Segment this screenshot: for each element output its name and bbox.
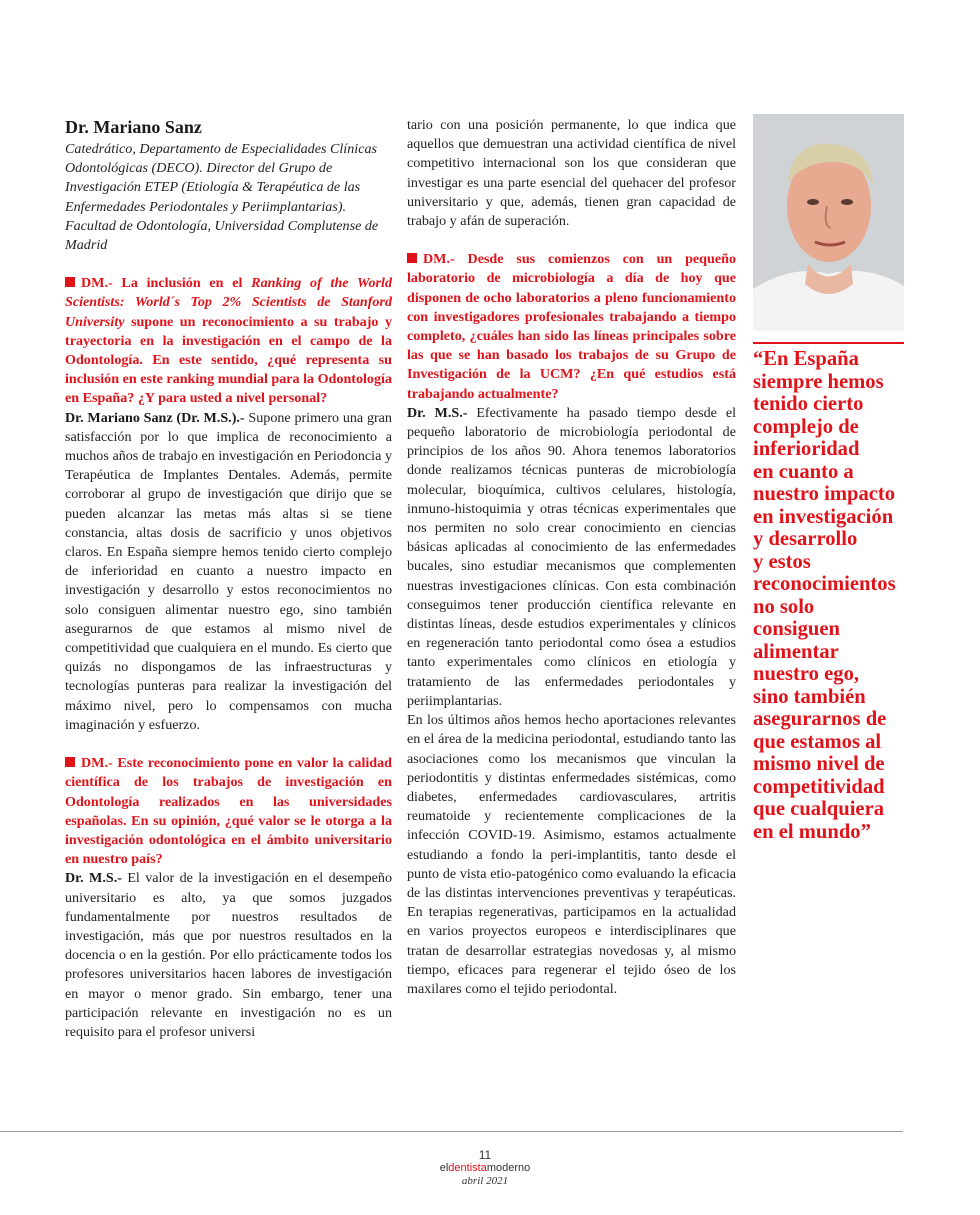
portrait-illustration — [753, 114, 904, 331]
author-name: Dr. Mariano Sanz — [65, 117, 202, 137]
footer-rule — [0, 1131, 903, 1132]
square-bullet-icon — [65, 757, 75, 767]
article-column-left — [65, 116, 392, 1042]
question-2: DM.- Este reconocimiento pone en valor la calidad científica de los trabajos de investigación en Odontología realizados en las universidades españolas. En su opinión, ¿qué valor se le otorga a la investigación odontológica en el ámbito universitario en nuestro país? — [65, 755, 392, 868]
ranking-name: Ranking of the World Scientists: World´s Top 2% Scientists de Stanford University — [65, 275, 393, 330]
page-number: 11 — [478, 1148, 492, 1162]
question-3: DM.- Desde sus comienzos con un pequeño laboratorio de microbiología a día de hoy que disponen de ocho laboratorios a pleno funcionamiento con investigadores profesionales trabajando a tiempo completo, ¿cuáles han sido las líneas principales sobre las que se han basado los trabajos de su Grupo de Investigación de la UCM? ¿En qué estudios está trabajando actualmente? — [407, 251, 736, 402]
pull-quote: “En España siempre hemos tenido cierto complejo de inferioridad en cuanto a nuestro impacto en investigación y desarrollo y estos reconocimientos no solo consiguen alimentar nuestro ego, sino también asegurarnos de que estamos al mismo nivel de competitividad que cualquiera en el mundo” — [753, 348, 896, 843]
answer-2-continued: tario con una posición permanente, lo que indica que aquellos que demuestran una actividad científica de nivel competitivo internacional son los que consideran que investigar es una parte esencial del quehacer del profesor universitario y que, además, tienen gran capacidad de trabajo y afán de superación. — [407, 117, 736, 230]
issue-date: abril 2021 — [461, 1175, 509, 1187]
speaker-label: Dr. M.S.- — [407, 404, 468, 421]
speaker-label: Dr. M.S.- — [65, 870, 122, 887]
author-bio: Catedrático, Departamento de Especialidades Clínicas Odontológicas (DECO). Director del Grupo de Investigación ETEP (Etiología & Terapéutica de las Enfermedades Periodontales y Periimplantarias). Facultad de Odontología, Universidad Complutense de Madrid — [65, 141, 379, 254]
answer-2: Dr. M.S.- El valor de la investigación en el desempeño universitario es alto, ya que somos juzgados fundamentalmente por nuestros resultados de investigación, más que por nuestros resultados en la docencia o en la gestión. Por ello prácticamente todos los profesores universitarios hacen labores de investigación en mayor o menor grado. Sin embargo, tener una participación relevante en investigación no es un requisito para el profesor universi — [65, 870, 392, 1040]
speaker-label: Dr. Mariano Sanz (Dr. M.S.).- — [65, 409, 245, 426]
question-1: DM.- La inclusión en el Ranking of the World Scientists: World´s Top 2% Scientists de Stanford University supone un reconocimiento a su trabajo y trayectoria en la investigación en el campo de la Odontología. En este sentido, ¿qué representa su inclusión en este ranking mundial para la Odontología en España? ¿Y para usted a nivel personal? — [65, 275, 393, 407]
magazine-logo: eldentistamoderno — [439, 1162, 531, 1174]
pullquote-rule — [753, 342, 904, 344]
answer-3-paragraph-2: En los últimos años hemos hecho aportaciones relevantes en el área de la medicina periodontal, estudiando tanto las asociaciones como los mecanismos que vinculan la periodontitis y distintas enfermedades sistémicas, como diabetes, enfermedades cardiovasculares, artritis reumatoide y recientemente complicaciones de la infección COVID-19. Asimismo, estamos actualmente estudiando a fondo la peri-implantitis, tanto desde el punto de vista etio-patogénico como evaluando la eficacia de las distintas intervenciones preventivas y terapéuticas. En terapias regenerativas, participamos en la actualidad en varios proyectos europeos e interdisciplinares que tratan de desarrollar estrategias novedosas y, al mismo tiempo, eficaces para regenerar el tejido óseo de los maxilares como el tejido periodontal. — [407, 712, 736, 997]
answer-1: Dr. Mariano Sanz (Dr. M.S.).- Supone primero una gran satisfacción por lo que implica de reconocimiento a muchos años de trabajo en investigación en Periodoncia y Terapéutica de Implantes Dentales. Además, permite corroborar al grupo de investigación que dirijo que se pueden alcanzar las metas más altas si se tiene constancia, altas dosis de sacrificio y unos objetivos claros. En España siempre hemos tenido cierto complejo de inferioridad en cuanto a nuestro impacto en investigación y desarrollo y estos reconocimientos no solo consiguen alimentar nuestro ego, sino también asegurarnos de que estamos al mismo nivel de competitividad que cualquiera en el mundo. Es cierto que quizás no dispongamos de las infraestructuras y tecnologías punteras para realizar la investigación del máximo nivel, pero lo compensamos con mucha imaginación y esfuerzo. — [65, 409, 392, 733]
article-column-middle — [407, 116, 736, 999]
answer-3: Dr. M.S.- Efectivamente ha pasado tiempo desde el pequeño laboratorio de microbiología periodontal de principios de los años 90. Ahora tenemos laboratorios donde realizamos técnicas punteras de microbiología molecular, bioquímica, cultivos celulares, histología, inmuno-histoquimia y otras técnicas experimentales que nos permiten no solo crear conocimiento en ciencias básicas aplicadas al conocimiento de las enfermedades bucales, sino estudiar mecanismos que complementen nuestras investigaciones clínicas. Con esta combinación conseguimos tener producción científica relevante en distintas líneas, desde estudios experimentales y clínicos en regeneración tanto periodontal como ósea a estudios tanto experimentales como clínicos en etiología y tratamiento de las enfermedades periodontales y periimplantarias. — [407, 404, 736, 709]
square-bullet-icon — [407, 253, 417, 263]
square-bullet-icon — [65, 277, 75, 287]
author-portrait — [753, 114, 904, 331]
